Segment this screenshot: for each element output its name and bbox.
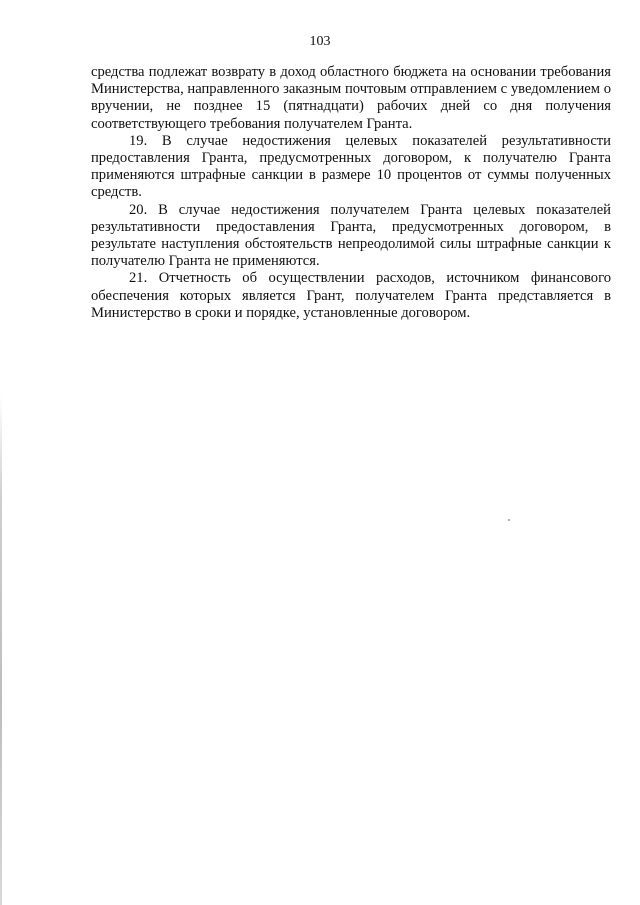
paragraph-20: 20. В случае недостижения получателем Гранта целевых показателей результативности предоставления Гранта, предусмотренных договором, в результате наступления обстоятельств непреодолимой силы штрафные санкции к получателю Гранта не применяются. — [91, 201, 611, 270]
paragraph-continuation: средства подлежат возврату в доход областного бюджета на основании требования Министерства, направленного заказным почтовым отправлением с уведомлением о вручении, не позднее 15 (пятнадцати) рабочих дней со дня получения соответствующего требования получателем Гранта. — [91, 64, 611, 132]
paragraph-19: 19. В случае недостижения целевых показателей результативности предоставления Гранта, предусмотренных договором, к получателю Гранта применяются штрафные санкции в размере 10 процентов от суммы полученных средств. — [91, 132, 611, 201]
paragraph-21: 21. Отчетность об осуществлении расходов, источником финансового обеспечения которых является Грант, получателем Гранта представляется в Министерство в сроки и порядке, установленные договором. — [91, 270, 611, 321]
scan-speck — [508, 519, 510, 521]
page-number: 103 — [309, 34, 331, 49]
scan-edge-shadow — [0, 395, 2, 905]
document-body — [91, 64, 611, 322]
